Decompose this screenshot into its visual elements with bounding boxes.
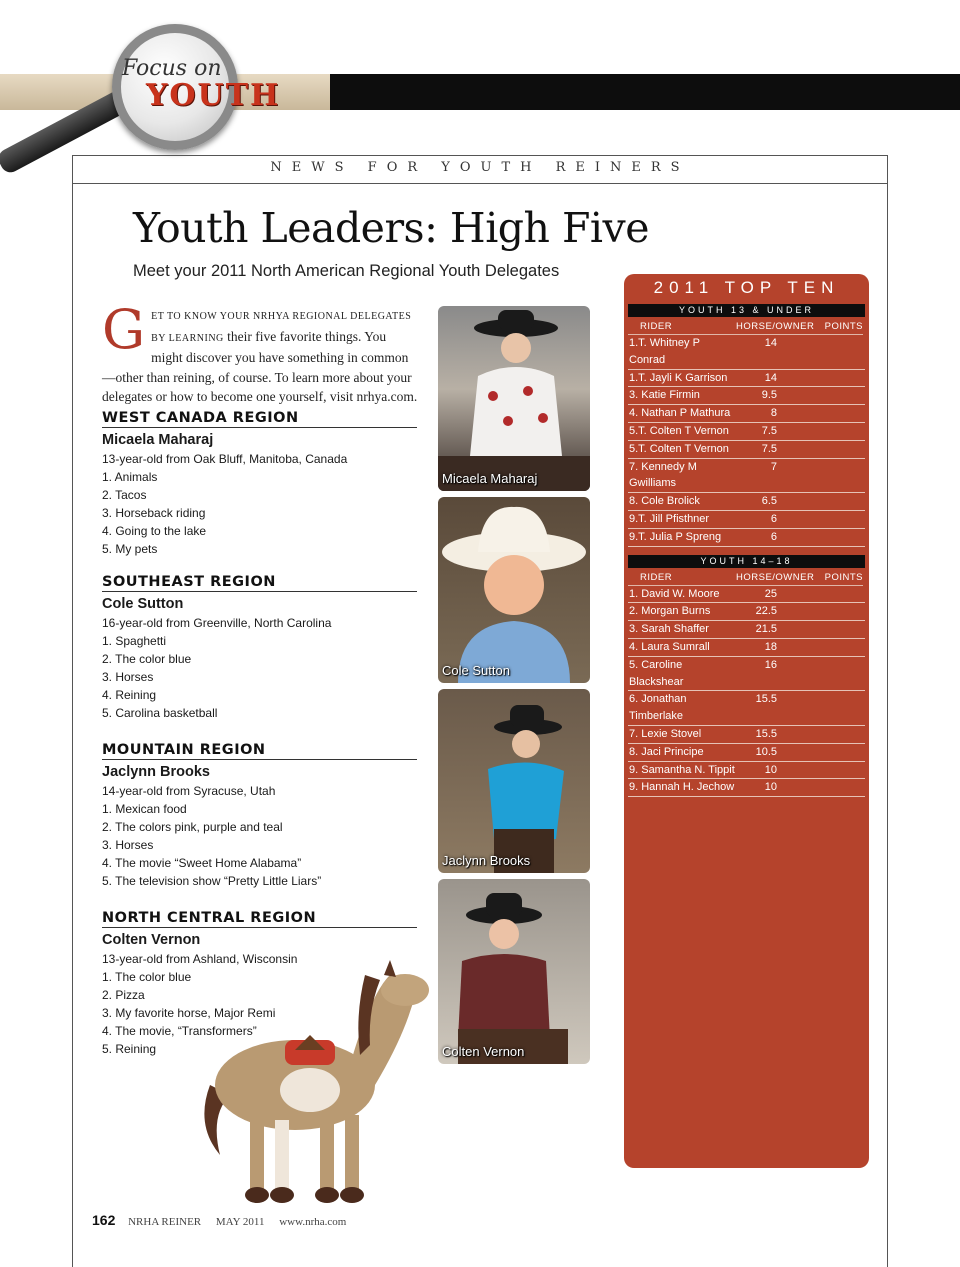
points-value: 15.5 (755, 693, 777, 706)
website-url: www.nrha.com (279, 1216, 347, 1228)
points-value: 8 (770, 407, 777, 420)
photo-cole (438, 497, 590, 683)
rider-portrait-icon (438, 306, 590, 491)
list-item: 2. Pizza (102, 988, 145, 1002)
page-footer (92, 1212, 358, 1228)
table-row (628, 744, 865, 762)
points-value: 22.5 (755, 605, 777, 618)
photo-caption: Jaclynn Brooks (442, 853, 531, 868)
delegate-bio: 13-year-old from Oak Bluff, Manitoba, Canada (102, 452, 348, 466)
rider-name: 5.T. Colten T Vernon (629, 442, 729, 455)
points-value: 10 (764, 781, 777, 794)
photo-caption: Cole Sutton (442, 663, 510, 678)
list-item: 2. The colors pink, purple and teal (102, 820, 283, 834)
favorites-list (102, 800, 417, 890)
rider-name: 7. Kennedy M Gwilliams (629, 460, 697, 490)
intro-paragraph (102, 298, 418, 407)
list-item: 1. Animals (102, 470, 158, 484)
list-item: 1. The color blue (102, 970, 192, 984)
column-headers (628, 319, 863, 335)
intro-body: their five favorite things. You might discover you have something in common—other than reining, of course. To learn more about your delegates or how to become one yourself, visit nrhya.com. (102, 328, 418, 404)
rider-name: 4. Laura Sumrall (629, 640, 710, 653)
delegate-bio: 16-year-old from Greenville, North Carolina (102, 616, 332, 630)
region-west-canada (102, 410, 417, 558)
table-row (628, 586, 865, 604)
table-row (628, 639, 865, 657)
rider-name: 3. Sarah Shaffer (629, 623, 709, 636)
photo-jaclynn (438, 689, 590, 873)
photo-micaela (438, 306, 590, 491)
favorites-list (102, 468, 417, 558)
list-item: 2. Tacos (102, 488, 147, 502)
list-item: 3. Horses (102, 670, 154, 684)
tagline: NEWS FOR YOUTH REINERS (270, 160, 690, 175)
magazine-name: NRHA REINER (128, 1216, 202, 1228)
rider-portrait-icon (438, 689, 590, 873)
delegate-name: Colten Vernon (102, 932, 201, 948)
table-row (628, 459, 865, 494)
article-title: Youth Leaders: High Five (133, 204, 649, 252)
table-row (628, 779, 865, 797)
list-item: 5. Carolina basketball (102, 706, 218, 720)
points-value: 10 (764, 763, 777, 776)
points-value: 7.5 (761, 442, 777, 455)
top-ten-panel (624, 274, 869, 1168)
list-item: 3. Horseback riding (102, 506, 206, 520)
list-item: 5. My pets (102, 542, 158, 556)
table-row (628, 657, 865, 692)
points-value: 7 (770, 460, 777, 473)
points-value: 6 (770, 530, 777, 543)
rider-name: 6. Jonathan Timberlake (629, 693, 687, 723)
rider-name: 3. Katie Firmin (629, 389, 700, 402)
points-value: 9.5 (761, 389, 777, 402)
photo-caption: Micaela Maharaj (442, 471, 538, 486)
rider-name: 5.T. Colten T Vernon (629, 424, 729, 437)
table-row (628, 726, 865, 744)
photo-caption: Colten Vernon (442, 1044, 525, 1059)
table-row (628, 423, 865, 441)
panel-title: 2011 TOP TEN (653, 278, 840, 297)
list-item: 3. Horses (102, 838, 154, 852)
drop-cap: G (102, 298, 146, 361)
table-row (628, 621, 865, 639)
list-item: 5. The television show “Pretty Little Liars” (102, 874, 322, 888)
rider-name: 8. Jaci Principe (629, 745, 704, 758)
rider-name: 7. Lexie Stovel (629, 727, 702, 740)
rider-name: 9.T. Julia P Spreng (629, 530, 722, 543)
points-value: 25 (764, 587, 777, 600)
points-value: 6.5 (761, 495, 777, 508)
rider-name: 1. David W. Moore (629, 587, 720, 600)
list-item: 4. Going to the lake (102, 524, 207, 538)
list-item: 2. The color blue (102, 652, 192, 666)
rider-name: 1.T. Whitney P Conrad (629, 337, 700, 366)
region-heading: MOUNTAIN REGION (102, 742, 417, 760)
table-row (628, 691, 865, 726)
delegate-bio: 14-year-old from Syracuse, Utah (102, 784, 276, 798)
issue-date: MAY 2011 (215, 1216, 265, 1228)
header-horse: HORSE/OWNER (736, 321, 815, 332)
page-number: 162 (92, 1212, 116, 1228)
list-item: 4. The movie “Sweet Home Alabama” (102, 856, 302, 870)
list-item: 1. Mexican food (102, 802, 187, 816)
table-row (628, 335, 865, 370)
header-rider: RIDER (640, 571, 673, 583)
delegate-bio: 13-year-old from Ashland, Wisconsin (102, 952, 298, 966)
delegate-name: Cole Sutton (102, 596, 184, 612)
article-subtitle: Meet your 2011 North American Regional Youth Delegates (133, 262, 560, 280)
age-group-label: YOUTH 13 & UNDER (628, 304, 865, 317)
points-value: 14 (764, 371, 777, 384)
cartoon-horse-illustration (200, 955, 430, 1215)
list-item: 5. Reining (102, 1042, 157, 1056)
delegate-name: Jaclynn Brooks (102, 764, 210, 780)
region-heading: NORTH CENTRAL REGION (102, 910, 417, 928)
list-item: 4. The movie, “Transformers” (102, 1024, 257, 1038)
table-row (628, 493, 865, 511)
table-row (628, 441, 865, 459)
banner-focus-text: Focus on (122, 56, 222, 81)
rider-name: 2. Morgan Burns (629, 605, 711, 618)
table-row (628, 405, 865, 423)
tagline-divider (72, 183, 888, 184)
region-heading: SOUTHEAST REGION (102, 574, 417, 592)
column-headers (628, 570, 863, 586)
points-value: 16 (764, 658, 777, 671)
table-row (628, 370, 865, 388)
table-row (628, 529, 865, 547)
points-value: 7.5 (761, 424, 777, 437)
rider-name: 9. Samantha N. Tippit (629, 763, 735, 776)
rider-name: 4. Nathan P Mathura (629, 407, 731, 420)
list-item: 4. Reining (102, 688, 157, 702)
points-value: 10.5 (755, 745, 777, 758)
points-value: 14 (764, 337, 777, 349)
points-value: 18 (764, 640, 777, 653)
points-value: 21.5 (755, 623, 777, 636)
rider-portrait-icon (438, 497, 590, 683)
photo-colten (438, 879, 590, 1064)
points-value: 6 (770, 512, 777, 525)
favorites-list (102, 632, 417, 722)
points-value: 15.5 (755, 727, 777, 740)
header-points: POINTS (824, 321, 863, 332)
list-item: 3. My favorite horse, Major Remi (102, 1006, 276, 1020)
age-group-label: YOUTH 14–18 (628, 555, 865, 568)
rider-name: 9. Hannah H. Jechow (629, 781, 735, 794)
rider-name: 8. Cole Brolick (629, 495, 700, 508)
rider-name: 5. Caroline Blackshear (629, 658, 684, 688)
rider-name: 1.T. Jayli K Garrison (629, 371, 728, 384)
region-heading: WEST CANADA REGION (102, 410, 417, 428)
header-points: POINTS (824, 571, 863, 583)
region-southeast (102, 574, 417, 722)
rider-name: 9.T. Jill Pfisthner (629, 512, 710, 525)
rider-portrait-icon (438, 879, 590, 1064)
header-horse: HORSE/OWNER (736, 571, 815, 583)
header-rider: RIDER (640, 321, 673, 332)
delegate-name: Micaela Maharaj (102, 432, 214, 448)
table-row (628, 762, 865, 780)
region-mountain (102, 742, 417, 890)
table-row (628, 387, 865, 405)
intro-lead: ET TO KNOW YOUR NRHYA REGIONAL DELEGATES BY LEARNING (151, 311, 412, 344)
table-row (628, 603, 865, 621)
table-row (628, 511, 865, 529)
banner-youth-text: YOUTH (146, 78, 281, 113)
list-item: 1. Spaghetti (102, 634, 167, 648)
